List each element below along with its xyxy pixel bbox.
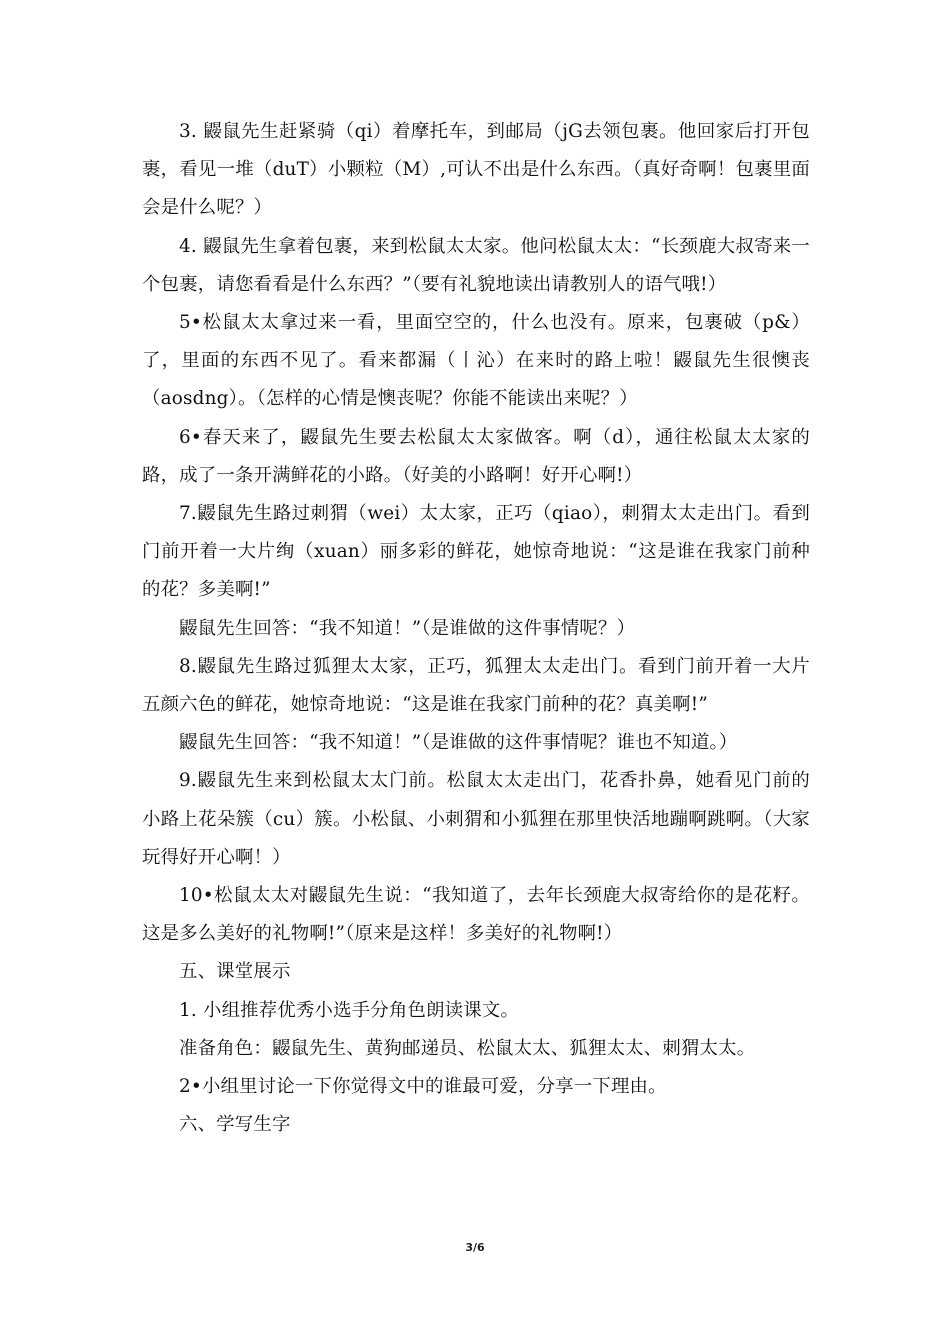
paragraph-item-10: 10•松鼠太太对鼹鼠先生说：“我知道了，去年长颈鹿大叔寄给你的是花籽。这是多么美好的礼物啊!”（原来是这样！多美好的礼物啊!） [142,885,810,945]
list-item-roles: 准备角色：鼹鼠先生、黄狗邮递员、松鼠太太、狐狸太太、刺猬太太。 [179,1037,756,1059]
paragraph-item-3: 3. 鼹鼠先生赶紧骑（qi）着摩托车，到邮局（jG去领包裹。他回家后打开包裹，看见一堆（duT）小颗粒（M）,可认不出是什么东西。（真好奇啊！包裹里面会是什么呢？） [142,121,810,219]
document-body [142,113,810,1144]
paragraph-item-5: 5•松鼠太太拿过来一看，里面空空的，什么也没有。原来，包裹破（p&）了，里面的东西不见了。看来都漏（丨沁）在来时的路上啦！鼹鼠先生很懊丧（aosdng）。（怎样的心情是懊丧呢？你能不能读出来呢？） [142,312,810,410]
section-heading-classroom-show: 五、课堂展示 [179,961,291,983]
list-item-discussion: 2•小组里讨论一下你觉得文中的谁最可爱，分享一下理由。 [179,1076,667,1098]
paragraph-item-6: 6•春天来了，鼹鼠先生要去松鼠太太家做客。啊（d），通往松鼠太太家的路，成了一条开满鲜花的小路。（好美的小路啊！好开心啊!） [142,426,810,486]
list-item-role-reading: 1. 小组推荐优秀小选手分角色朗读课文。 [179,999,520,1021]
page-number: 3/6 [465,1241,485,1254]
paragraph-item-4: 4. 鼹鼠先生拿着包裹，来到松鼠太太家。他问松鼠太太：“长颈鹿大叔寄来一个包裹，请您看看是什么东西？”（要有礼貌地读出请教别人的语气哦!） [142,235,810,295]
paragraph-item-8: 8.鼹鼠先生路过狐狸太太家，正巧，狐狸太太走出门。看到门前开着一大片五颜六色的鲜花，她惊奇地说：“这是谁在我家门前种的花？真美啊!” [142,655,810,716]
paragraph-mole-reply-2: 鼹鼠先生回答：“我不知道！”（是谁做的这件事情呢？谁也不知道。） [179,732,738,754]
paragraph-mole-reply-1: 鼹鼠先生回答：“我不知道！”（是谁做的这件事情呢？） [179,617,636,639]
paragraph-item-7: 7.鼹鼠先生路过刺猬（wei）太太家，正巧（qiao），刺猬太太走出门。看到门前开着一大片绚（xuan）丽多彩的鲜花，她惊奇地说：“这是谁在我家门前种的花？多美啊!” [142,503,810,601]
paragraph-item-9: 9.鼹鼠先生来到松鼠太太门前。松鼠太太走出门，花香扑鼻，她看见门前的小路上花朵簇（cu）簇。小松鼠、小刺猬和小狐狸在那里快活地蹦啊跳啊。（大家玩得好开心啊！） [142,770,810,868]
section-heading-writing: 六、学写生字 [179,1114,291,1136]
